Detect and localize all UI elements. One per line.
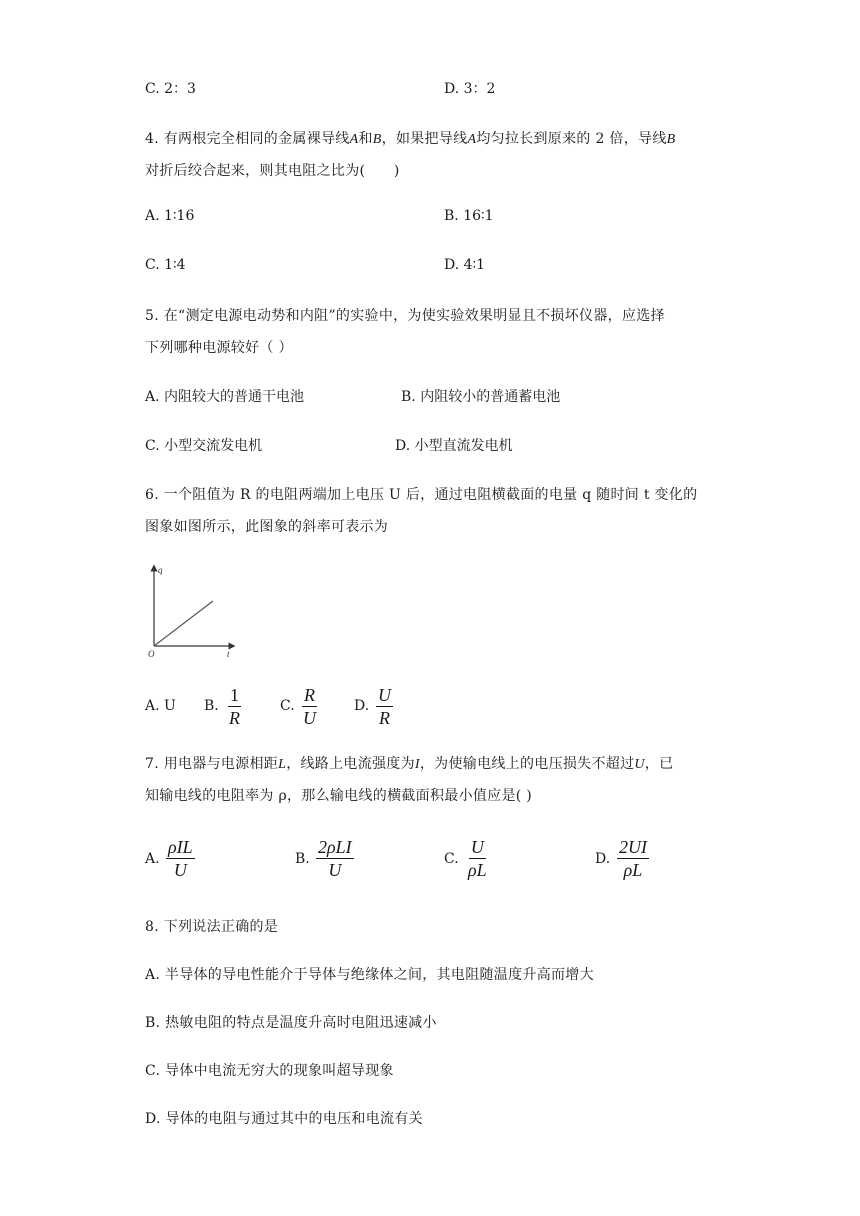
q7-text: ，已 bbox=[644, 756, 674, 772]
q8-option-d: D. 导体的电阻与通过其中的电压和电流有关 bbox=[145, 1111, 423, 1127]
q8-option-a: A. 半导体的导电性能介于导体与绝缘体之间，其电阻随温度升高而增大 bbox=[145, 967, 594, 983]
q4-option-a: A. 1∶16 bbox=[145, 208, 195, 224]
q6-option-b-denominator: R bbox=[229, 707, 240, 728]
q6-option-c-numerator: R bbox=[304, 685, 315, 705]
q7-stem-line1 bbox=[145, 753, 673, 773]
q6-graph bbox=[140, 562, 240, 662]
q6-graph-x-label: t bbox=[227, 649, 230, 659]
q5-stem-line1: 5. 在“测定电源电动势和内阻”的实验中，为使实验效果明显且不损坏仪器，应选择 bbox=[145, 308, 665, 324]
q7-option-a-fraction bbox=[166, 838, 195, 880]
q6-graph-line bbox=[154, 601, 213, 646]
q7-var-l: L bbox=[278, 757, 287, 772]
q7-var-u: U bbox=[634, 757, 645, 772]
q7-option-d-fraction bbox=[617, 838, 649, 880]
q6-option-d-denominator: R bbox=[379, 707, 390, 728]
q4-option-d: D. 4∶1 bbox=[444, 257, 486, 273]
q7-option-b-numerator: 2ρLI bbox=[318, 837, 352, 857]
q7-option-d-numerator: 2UI bbox=[619, 837, 647, 857]
q6-option-d-numerator: U bbox=[378, 685, 391, 705]
q7-option-c-label: C. bbox=[444, 851, 459, 867]
q8-option-c: C. 导体中电流无穷大的现象叫超导现象 bbox=[145, 1063, 394, 1079]
q6-option-c-denominator: U bbox=[303, 707, 316, 728]
q7-var-i: I bbox=[414, 757, 420, 772]
q4-option-c: C. 1∶4 bbox=[145, 257, 186, 273]
q6-option-c-label: C. bbox=[280, 698, 295, 714]
q5-option-c: C. 小型交流发电机 bbox=[145, 438, 263, 454]
q5-option-a: A. 内阻较大的普通干电池 bbox=[145, 389, 305, 405]
q4-stem-line1 bbox=[145, 128, 675, 148]
q7-option-a-denominator: U bbox=[173, 859, 187, 880]
q5-option-d: D. 小型直流发电机 bbox=[395, 438, 513, 454]
q4-text: 均匀拉长到原来的 2 倍，导线 bbox=[476, 131, 667, 147]
q4-var-a: A bbox=[349, 132, 359, 147]
q7-option-b-label: B. bbox=[295, 851, 310, 867]
q7-text: 7. 用电器与电源相距 bbox=[145, 756, 279, 772]
q6-graph-y-label: q bbox=[158, 565, 163, 575]
q4-var-a: A bbox=[467, 132, 477, 147]
q6-option-a: A. U bbox=[145, 698, 176, 714]
q7-option-a-numerator: ρIL bbox=[168, 837, 193, 857]
q7-option-b-fraction bbox=[316, 838, 354, 880]
q7-text: ，为使输电线上的电压损失不超过 bbox=[419, 756, 635, 772]
q6-graph-origin-label: O bbox=[148, 649, 155, 659]
q4-stem-line2: 对折后绞合起来，则其电阻之比为( ) bbox=[145, 163, 400, 179]
q6-option-b-fraction bbox=[228, 686, 241, 728]
q7-option-d-denominator: ρL bbox=[623, 859, 643, 880]
q7-text: ，线路上电流强度为 bbox=[286, 756, 415, 772]
q6-option-d-fraction bbox=[376, 686, 393, 728]
q6-stem-line2: 图象如图所示，此图象的斜率可表示为 bbox=[145, 519, 389, 535]
q3-option-d: D. 3：2 bbox=[444, 81, 496, 97]
q7-option-b-denominator: U bbox=[328, 859, 342, 880]
q6-option-b-label: B. bbox=[204, 698, 219, 714]
q7-option-c-denominator: ρL bbox=[468, 859, 487, 880]
q6-option-d-label: D. bbox=[354, 698, 370, 714]
q7-option-a-label: A. bbox=[145, 851, 160, 867]
q7-stem-line2: 知输电线的电阻率为 ρ，那么输电线的横截面积最小值应是( ) bbox=[145, 788, 533, 804]
q6-option-b-numerator: 1 bbox=[230, 685, 239, 705]
q8-stem: 8. 下列说法正确的是 bbox=[145, 919, 279, 935]
q8-option-b: B. 热敏电阻的特点是温度升高时电阻迅速减小 bbox=[145, 1015, 437, 1031]
q6-option-c-fraction bbox=[302, 686, 317, 728]
q6-stem-line1: 6. 一个阻值为 R 的电阻两端加上电压 U 后，通过电阻横截面的电量 q 随时间 t 变化的 bbox=[145, 487, 698, 503]
q7-option-c-numerator: U bbox=[470, 837, 484, 857]
q4-text: 和 bbox=[358, 131, 373, 147]
q5-option-b: B. 内阻较小的普通蓄电池 bbox=[401, 389, 561, 405]
q4-var-b: B bbox=[372, 132, 382, 147]
q4-option-b: B. 16∶1 bbox=[444, 208, 494, 224]
q3-option-c: C. 2：3 bbox=[145, 81, 196, 97]
q4-text: 4. 有两根完全相同的金属裸导线 bbox=[145, 131, 350, 147]
q4-text: ，如果把导线 bbox=[381, 131, 468, 147]
q7-option-d-label: D. bbox=[595, 851, 611, 867]
q7-option-c-fraction bbox=[468, 838, 487, 880]
q4-var-b: B bbox=[666, 132, 676, 147]
q5-stem-line2: 下列哪种电源较好（ ） bbox=[145, 340, 293, 356]
